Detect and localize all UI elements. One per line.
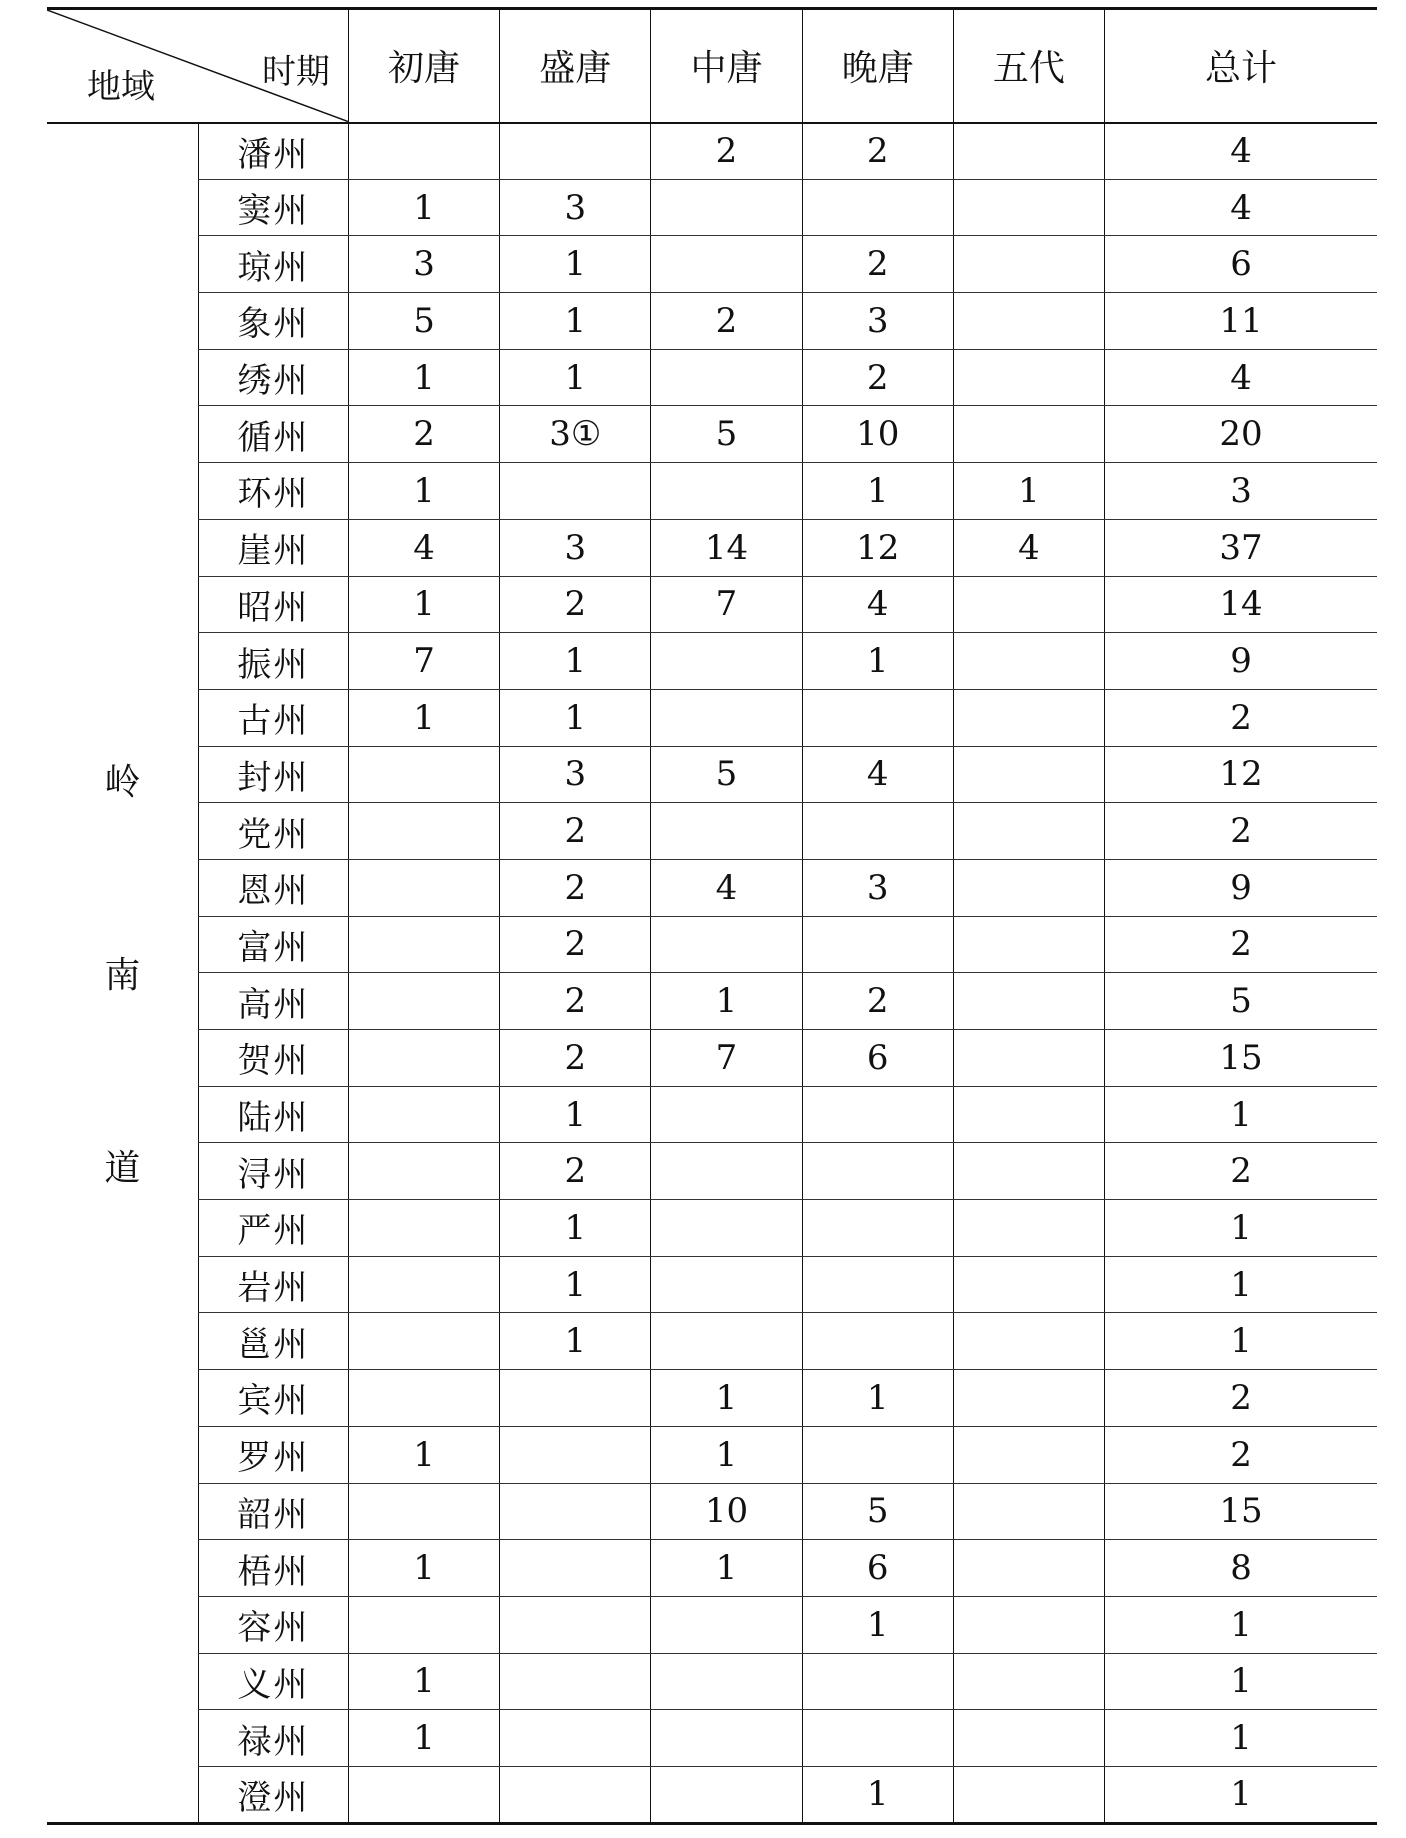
table-row [47,1143,1377,1200]
total-cell: 15 [1105,1483,1377,1540]
prefecture-name [198,633,348,690]
table-header [47,9,1377,123]
count-cell [348,123,499,180]
count-cell: 1 [651,1540,802,1597]
count-cell [348,1313,499,1370]
prefecture-label: 义州 [237,1664,310,1705]
count-cell [651,1596,802,1653]
count-cell: 2 [500,1030,651,1087]
count-cell [953,1653,1104,1710]
count-cell: 2 [651,123,802,180]
count-cell [953,973,1104,1030]
count-cell: 1 [651,973,802,1030]
prefecture-name [198,916,348,973]
count-cell: 7 [348,633,499,690]
total-cell: 1 [1105,1710,1377,1767]
count-cell [500,1766,651,1823]
count-cell: 1 [500,689,651,746]
prefecture-name [198,1653,348,1710]
total-cell: 2 [1105,1370,1377,1427]
prefecture-name [198,463,348,520]
count-cell [802,1200,953,1257]
prefecture-name [198,576,348,633]
prefecture-name [198,1483,348,1540]
count-cell [500,463,651,520]
count-cell: 4 [651,859,802,916]
prefecture-label: 高州 [237,984,310,1025]
table-row [47,1030,1377,1087]
count-cell [651,633,802,690]
count-cell [953,1313,1104,1370]
count-cell: 4 [802,746,953,803]
count-cell: 3 [500,179,651,236]
count-cell: 5 [348,293,499,350]
total-cell: 9 [1105,859,1377,916]
count-cell: 2 [802,349,953,406]
count-cell [651,803,802,860]
count-cell: 1 [500,293,651,350]
count-cell [953,1596,1104,1653]
prefecture-label: 古州 [237,701,310,742]
total-cell: 1 [1105,1653,1377,1710]
count-cell [953,1086,1104,1143]
count-cell: 1 [500,1256,651,1313]
count-cell: 2 [500,803,651,860]
count-cell: 1 [500,1086,651,1143]
total-cell: 11 [1105,293,1377,350]
count-cell [802,916,953,973]
prefecture-label: 容州 [237,1608,310,1649]
period-header: 晚唐 [802,9,953,123]
count-cell: 2 [802,123,953,180]
table-row [47,1653,1377,1710]
count-cell [651,1086,802,1143]
count-cell [500,1426,651,1483]
count-cell: 1 [651,1370,802,1427]
count-cell [651,1256,802,1313]
total-header: 总计 [1105,9,1377,123]
count-cell: 5 [651,746,802,803]
prefecture-name [198,123,348,180]
prefecture-label: 崖州 [237,531,310,572]
count-cell [953,916,1104,973]
total-cell: 1 [1105,1596,1377,1653]
prefecture-label: 振州 [237,644,310,685]
count-cell: 1 [348,1426,499,1483]
count-cell [348,1256,499,1313]
corner-period-label: 时期 [261,52,330,92]
count-cell [348,1200,499,1257]
count-cell: 5 [651,406,802,463]
count-cell [953,746,1104,803]
prefecture-label: 环州 [237,474,310,515]
count-cell: 14 [651,519,802,576]
count-cell: 6 [802,1030,953,1087]
prefecture-name [198,1313,348,1370]
total-cell: 4 [1105,123,1377,180]
statistics-table-container [47,7,1377,1825]
prefecture-label: 邕州 [237,1324,310,1365]
prefecture-label: 琼州 [237,247,310,288]
count-cell [953,293,1104,350]
table-row [47,519,1377,576]
count-cell [802,803,953,860]
prefecture-name [198,1766,348,1823]
count-cell [802,179,953,236]
count-cell [953,349,1104,406]
table-row [47,1086,1377,1143]
table-row [47,293,1377,350]
count-cell [802,1313,953,1370]
count-cell [500,1540,651,1597]
table-row [47,406,1377,463]
count-cell: 4 [802,576,953,633]
count-cell [348,1030,499,1087]
count-cell: 10 [651,1483,802,1540]
total-cell: 4 [1105,179,1377,236]
region-char: 道 [104,1148,141,1190]
total-cell: 2 [1105,803,1377,860]
prefecture-name [198,746,348,803]
count-cell [953,123,1104,180]
count-cell [500,1653,651,1710]
region-char: 南 [104,955,141,997]
total-cell: 9 [1105,633,1377,690]
prefecture-name [198,689,348,746]
count-cell: 1 [348,689,499,746]
prefecture-name [198,1426,348,1483]
table-row [47,973,1377,1030]
count-cell: 4 [348,519,499,576]
count-cell [953,1200,1104,1257]
prefecture-name [198,293,348,350]
prefecture-label: 党州 [237,814,310,855]
table-row [47,179,1377,236]
prefecture-label: 昭州 [237,587,310,628]
count-cell [953,1426,1104,1483]
count-cell [651,1143,802,1200]
count-cell: 1 [348,1653,499,1710]
count-cell: 3① [500,406,651,463]
count-cell [953,803,1104,860]
count-cell: 1 [802,633,953,690]
count-cell [651,179,802,236]
prefecture-name [198,236,348,293]
table-body [47,123,1377,1824]
count-cell: 2 [500,859,651,916]
count-cell [953,236,1104,293]
table-row [47,916,1377,973]
count-cell: 5 [802,1483,953,1540]
count-cell [500,1370,651,1427]
count-cell [500,1483,651,1540]
count-cell: 1 [348,576,499,633]
total-cell: 4 [1105,349,1377,406]
count-cell: 6 [802,1540,953,1597]
count-cell [953,179,1104,236]
prefecture-name [198,1370,348,1427]
table-row [47,746,1377,803]
count-cell [348,1766,499,1823]
total-cell: 1 [1105,1313,1377,1370]
table-row [47,1256,1377,1313]
prefecture-name [198,1596,348,1653]
total-cell: 1 [1105,1256,1377,1313]
total-cell: 2 [1105,689,1377,746]
count-cell: 1 [348,463,499,520]
count-cell [953,689,1104,746]
total-cell: 1 [1105,1200,1377,1257]
statistics-table [47,7,1377,1825]
count-cell [348,1086,499,1143]
prefecture-name [198,179,348,236]
prefecture-name [198,1710,348,1767]
total-cell: 2 [1105,1143,1377,1200]
total-cell: 15 [1105,1030,1377,1087]
count-cell [953,1540,1104,1597]
table-row [47,1200,1377,1257]
prefecture-label: 浔州 [237,1154,310,1195]
count-cell: 3 [802,293,953,350]
count-cell: 2 [500,1143,651,1200]
count-cell [953,1030,1104,1087]
count-cell [348,1483,499,1540]
count-cell [348,1143,499,1200]
total-cell: 37 [1105,519,1377,576]
count-cell [802,1426,953,1483]
count-cell [953,1766,1104,1823]
count-cell [651,916,802,973]
table-row [47,1710,1377,1767]
count-cell [651,236,802,293]
table-row [47,859,1377,916]
count-cell: 10 [802,406,953,463]
prefecture-name [198,1086,348,1143]
table-row [47,1313,1377,1370]
total-cell: 8 [1105,1540,1377,1597]
total-cell: 1 [1105,1086,1377,1143]
count-cell [651,1653,802,1710]
count-cell: 2 [500,916,651,973]
count-cell [953,406,1104,463]
total-cell: 14 [1105,576,1377,633]
prefecture-name [198,406,348,463]
count-cell: 2 [500,576,651,633]
prefecture-label: 循州 [237,417,310,458]
total-cell: 2 [1105,1426,1377,1483]
period-header: 初唐 [348,9,499,123]
count-cell [802,1710,953,1767]
count-cell: 1 [802,463,953,520]
count-cell [953,1370,1104,1427]
table-row [47,349,1377,406]
total-cell: 3 [1105,463,1377,520]
count-cell: 1 [348,349,499,406]
prefecture-name [198,1200,348,1257]
prefecture-name [198,349,348,406]
prefecture-name [198,1143,348,1200]
count-cell [953,633,1104,690]
prefecture-name [198,973,348,1030]
count-cell [651,1200,802,1257]
prefecture-label: 象州 [237,304,310,345]
prefecture-label: 封州 [237,757,310,798]
count-cell [953,1143,1104,1200]
region-label [47,754,198,1191]
prefecture-label: 富州 [237,927,310,968]
count-cell: 1 [500,633,651,690]
prefecture-label: 贺州 [237,1041,310,1082]
prefecture-label: 潘州 [237,134,310,175]
total-cell: 6 [1105,236,1377,293]
prefecture-label: 恩州 [237,871,310,912]
period-header: 五代 [953,9,1104,123]
table-row [47,1426,1377,1483]
count-cell: 1 [651,1426,802,1483]
table-row [47,1540,1377,1597]
count-cell: 1 [348,179,499,236]
count-cell [348,973,499,1030]
count-cell: 7 [651,576,802,633]
count-cell: 1 [953,463,1104,520]
total-cell: 1 [1105,1766,1377,1823]
count-cell [348,916,499,973]
count-cell: 2 [651,293,802,350]
count-cell: 3 [500,519,651,576]
table-row [47,576,1377,633]
count-cell: 1 [500,1313,651,1370]
count-cell: 1 [500,349,651,406]
count-cell: 1 [348,1540,499,1597]
count-cell [651,1710,802,1767]
corner-region-label: 地域 [87,66,155,107]
table-row [47,633,1377,690]
prefecture-name [198,803,348,860]
count-cell [651,1766,802,1823]
count-cell [953,1256,1104,1313]
corner-cell [47,9,348,123]
count-cell [802,1143,953,1200]
count-cell: 4 [953,519,1104,576]
prefecture-label: 韶州 [237,1494,310,1535]
count-cell [348,859,499,916]
table-row [47,236,1377,293]
period-header: 盛唐 [500,9,651,123]
prefecture-label: 澄州 [237,1777,310,1818]
prefecture-label: 禄州 [237,1721,310,1762]
count-cell [348,746,499,803]
prefecture-label: 窦州 [237,191,310,232]
table-row [47,463,1377,520]
prefecture-name [198,519,348,576]
count-cell [953,576,1104,633]
prefecture-label: 绣州 [237,361,310,402]
prefecture-name [198,1540,348,1597]
prefecture-label: 岩州 [237,1268,310,1309]
table-row [47,1596,1377,1653]
total-cell: 12 [1105,746,1377,803]
count-cell: 3 [802,859,953,916]
count-cell [651,1313,802,1370]
prefecture-name [198,1256,348,1313]
prefecture-name [198,1030,348,1087]
region-cell [47,123,198,1824]
count-cell [802,689,953,746]
count-cell [651,349,802,406]
count-cell [802,1653,953,1710]
header-row [47,9,1377,123]
count-cell: 1 [802,1596,953,1653]
prefecture-label: 梧州 [237,1551,310,1592]
count-cell [500,123,651,180]
count-cell [802,1086,953,1143]
count-cell: 2 [802,973,953,1030]
region-char: 岭 [104,762,141,804]
count-cell: 2 [802,236,953,293]
count-cell [953,1710,1104,1767]
count-cell [651,689,802,746]
count-cell: 12 [802,519,953,576]
total-cell: 2 [1105,916,1377,973]
total-cell: 20 [1105,406,1377,463]
table-row [47,1370,1377,1427]
table-row [47,803,1377,860]
count-cell: 7 [651,1030,802,1087]
prefecture-label: 陆州 [237,1098,310,1139]
count-cell: 3 [500,746,651,803]
prefecture-label: 宾州 [237,1381,310,1422]
count-cell [348,1370,499,1427]
period-header: 中唐 [651,9,802,123]
count-cell: 3 [348,236,499,293]
table-row [47,123,1377,180]
count-cell: 1 [802,1370,953,1427]
count-cell [651,463,802,520]
total-cell: 5 [1105,973,1377,1030]
count-cell [953,859,1104,916]
count-cell: 2 [348,406,499,463]
count-cell: 1 [802,1766,953,1823]
count-cell [802,1256,953,1313]
count-cell [500,1596,651,1653]
count-cell: 2 [500,973,651,1030]
count-cell: 1 [500,236,651,293]
count-cell [348,1596,499,1653]
table-row [47,1483,1377,1540]
count-cell [953,1483,1104,1540]
count-cell [348,803,499,860]
table-row [47,689,1377,746]
prefecture-name [198,859,348,916]
table-row [47,1766,1377,1823]
count-cell: 1 [500,1200,651,1257]
count-cell: 1 [348,1710,499,1767]
prefecture-label: 严州 [237,1211,310,1252]
prefecture-label: 罗州 [237,1438,310,1479]
count-cell [500,1710,651,1767]
